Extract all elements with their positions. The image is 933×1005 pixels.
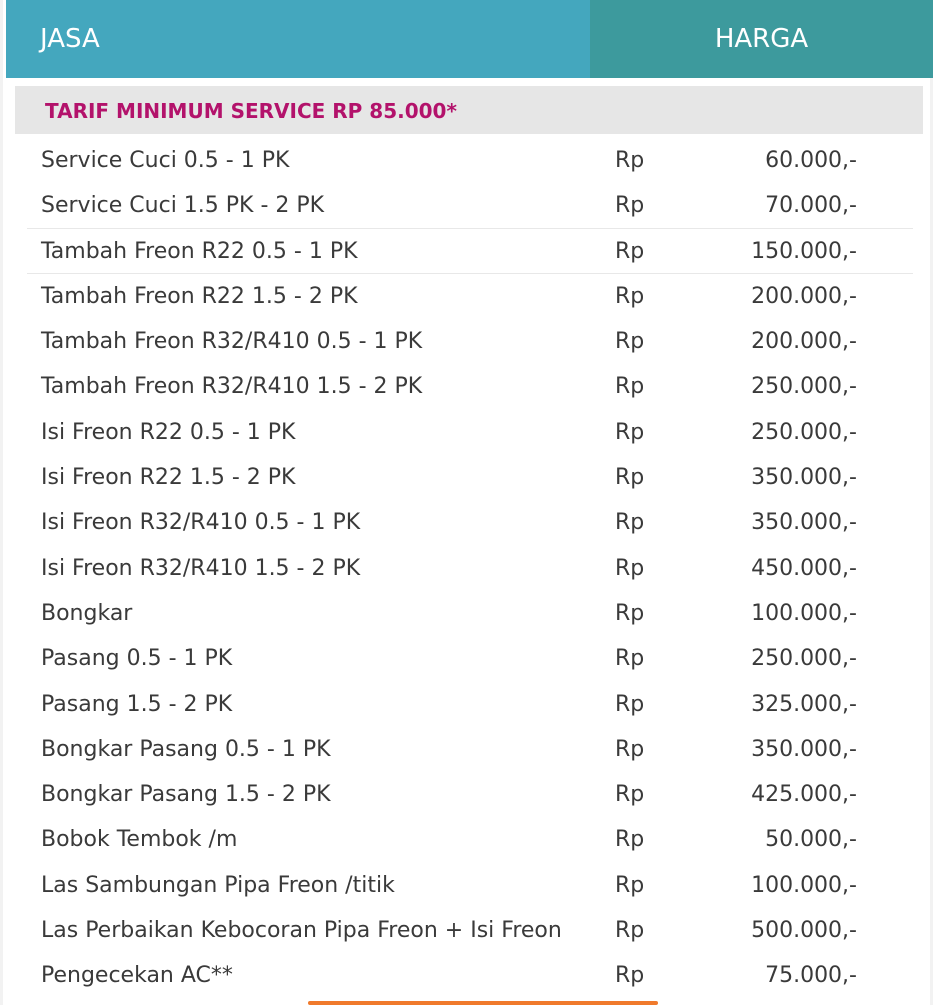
service-price: 250.000,- — [751, 419, 857, 445]
service-price: 50.000,- — [765, 827, 857, 853]
service-price: 60.000,- — [765, 148, 857, 173]
service-price: 200.000,- — [751, 329, 857, 355]
service-price: 100.000,- — [751, 600, 857, 626]
service-name: Isi Freon R32/R410 0.5 - 1 PK — [41, 510, 361, 536]
currency-label: Rp — [615, 555, 645, 581]
currency-label: Rp — [615, 465, 645, 491]
table-row — [27, 183, 913, 228]
table-row — [27, 636, 913, 681]
table-header — [6, 0, 933, 78]
table-row — [27, 229, 913, 274]
service-price: 350.000,- — [751, 465, 857, 491]
service-name: Pengecekan AC** — [41, 963, 233, 989]
service-name: Bongkar — [41, 600, 133, 626]
currency-label: Rp — [615, 193, 645, 219]
table-row — [27, 546, 913, 591]
service-name: Service Cuci 1.5 PK - 2 PK — [41, 193, 325, 219]
service-price: 350.000,- — [751, 510, 857, 536]
table-row — [27, 410, 913, 455]
service-price: 70.000,- — [765, 193, 857, 219]
service-name: Isi Freon R22 1.5 - 2 PK — [41, 465, 296, 491]
currency-label: Rp — [615, 329, 645, 355]
service-name: Bobok Tembok /m — [41, 827, 238, 853]
service-name: Bongkar Pasang 0.5 - 1 PK — [41, 736, 331, 762]
service-name: Isi Freon R32/R410 1.5 - 2 PK — [41, 555, 361, 581]
currency-label: Rp — [615, 782, 645, 808]
currency-label: Rp — [615, 963, 645, 989]
service-name: Service Cuci 0.5 - 1 PK — [41, 148, 290, 173]
currency-label: Rp — [615, 148, 645, 173]
service-price: 75.000,- — [765, 963, 857, 989]
service-price: 100.000,- — [751, 872, 857, 898]
table-row — [27, 274, 913, 319]
table-row — [27, 138, 913, 183]
service-price: 200.000,- — [751, 283, 857, 309]
currency-label: Rp — [615, 872, 645, 898]
table-row — [27, 591, 913, 636]
currency-label: Rp — [615, 736, 645, 762]
service-price: 150.000,- — [751, 238, 857, 264]
service-price: 325.000,- — [751, 691, 857, 717]
header-service-column: JASA — [6, 0, 590, 78]
service-name: Isi Freon R22 0.5 - 1 PK — [41, 419, 296, 445]
table-row — [27, 455, 913, 500]
service-name: Las Perbaikan Kebocoran Pipa Freon + Isi Freon — [41, 918, 562, 944]
currency-label: Rp — [615, 646, 645, 672]
currency-label: Rp — [615, 283, 645, 309]
service-name: Tambah Freon R32/R410 0.5 - 1 PK — [41, 329, 423, 355]
service-name: Tambah Freon R32/R410 1.5 - 2 PK — [41, 374, 423, 400]
table-row — [27, 817, 913, 862]
table-body — [27, 138, 913, 999]
service-price: 250.000,- — [751, 374, 857, 400]
currency-label: Rp — [615, 918, 645, 944]
minimum-tariff-notice: TARIF MINIMUM SERVICE RP 85.000* — [15, 86, 923, 134]
service-price: 250.000,- — [751, 646, 857, 672]
currency-label: Rp — [615, 600, 645, 626]
service-name: Tambah Freon R22 0.5 - 1 PK — [41, 238, 358, 264]
service-name: Pasang 0.5 - 1 PK — [41, 646, 233, 672]
currency-label: Rp — [615, 374, 645, 400]
table-row — [27, 319, 913, 364]
currency-label: Rp — [615, 238, 645, 264]
header-price-column: HARGA — [590, 0, 933, 78]
table-row — [27, 682, 913, 727]
table-row — [27, 863, 913, 908]
service-name: Las Sambungan Pipa Freon /titik — [41, 872, 395, 898]
table-row — [27, 500, 913, 545]
service-name: Pasang 1.5 - 2 PK — [41, 691, 233, 717]
service-name: Bongkar Pasang 1.5 - 2 PK — [41, 782, 331, 808]
table-row — [27, 364, 913, 409]
currency-label: Rp — [615, 691, 645, 717]
service-price: 425.000,- — [751, 782, 857, 808]
currency-label: Rp — [615, 419, 645, 445]
service-price: 450.000,- — [751, 555, 857, 581]
currency-label: Rp — [615, 827, 645, 853]
service-price: 500.000,- — [751, 918, 857, 944]
bottom-accent-bar — [308, 1001, 658, 1005]
table-row — [27, 953, 913, 998]
table-row — [27, 727, 913, 772]
currency-label: Rp — [615, 510, 645, 536]
table-row — [27, 772, 913, 817]
service-name: Tambah Freon R22 1.5 - 2 PK — [41, 283, 358, 309]
table-row — [27, 908, 913, 953]
service-price: 350.000,- — [751, 736, 857, 762]
